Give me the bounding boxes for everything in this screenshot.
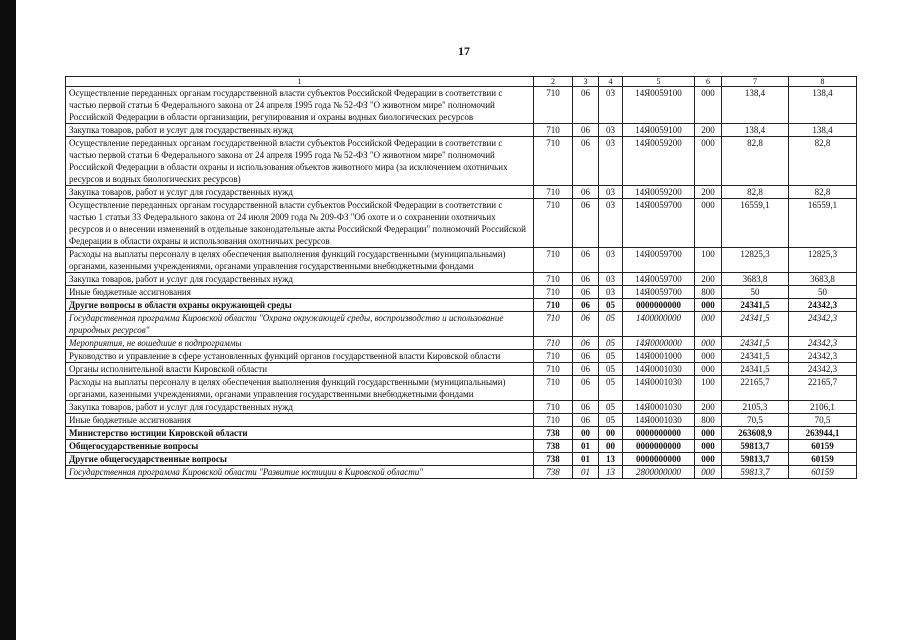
table-row [66,124,857,137]
subsection-code-cell: 13 [599,466,623,479]
table-row [66,363,857,376]
amount-year2-cell: 60159 [789,453,857,466]
target-article-cell: 14Я0059700 [623,248,695,273]
expense-type-cell: 000 [695,363,722,376]
ministry-code-cell: 738 [534,466,573,479]
table-row [66,453,857,466]
target-article-cell: 14Я0001030 [623,401,695,414]
target-article-cell: 14Я0059200 [623,186,695,199]
expense-type-cell: 000 [695,350,722,363]
section-code-cell: 06 [573,186,599,199]
row-name-cell: Руководство и управление в сфере установленных функций органов государственной власти Кировской области [66,350,534,363]
table-header-row [66,77,857,87]
table-row [66,286,857,299]
amount-year1-cell: 24341,5 [722,299,789,312]
column-header: 2 [534,77,573,87]
section-code-cell: 06 [573,199,599,248]
expense-type-cell: 100 [695,376,722,401]
target-article-cell: 14Я0001030 [623,363,695,376]
section-code-cell: 06 [573,137,599,186]
column-header: 5 [623,77,695,87]
amount-year2-cell: 60159 [789,466,857,479]
target-article-cell: 14Я0001030 [623,376,695,401]
amount-year2-cell: 138,4 [789,87,857,124]
target-article-cell: 14Я0059700 [623,199,695,248]
expense-type-cell: 000 [695,440,722,453]
amount-year2-cell: 3683,8 [789,273,857,286]
row-name-cell: Закупка товаров, работ и услуг для государственных нужд [66,401,534,414]
section-code-cell: 06 [573,337,599,350]
amount-year2-cell: 22165,7 [789,376,857,401]
target-article-cell: 14Я0059200 [623,137,695,186]
table-row [66,199,857,248]
target-article-cell: 0000000000 [623,427,695,440]
ministry-code-cell: 710 [534,363,573,376]
section-code-cell: 00 [573,427,599,440]
target-article-cell: 1400000000 [623,312,695,337]
target-article-cell: 14Я0001030 [623,414,695,427]
column-header: 1 [66,77,534,87]
amount-year2-cell: 24342,3 [789,299,857,312]
amount-year1-cell: 263608,9 [722,427,789,440]
ministry-code-cell: 738 [534,440,573,453]
ministry-code-cell: 710 [534,401,573,414]
target-article-cell: 14Я0000000 [623,337,695,350]
column-header: 7 [722,77,789,87]
amount-year1-cell: 24341,5 [722,363,789,376]
column-header: 3 [573,77,599,87]
target-article-cell: 14Я0059100 [623,124,695,137]
amount-year2-cell: 12825,3 [789,248,857,273]
subsection-code-cell: 05 [599,312,623,337]
row-name-cell: Министерство юстиции Кировской области [66,427,534,440]
amount-year1-cell: 24341,5 [722,312,789,337]
ministry-code-cell: 738 [534,427,573,440]
amount-year2-cell: 24342,3 [789,363,857,376]
section-code-cell: 06 [573,124,599,137]
scan-edge-bar [0,0,16,640]
expense-type-cell: 800 [695,286,722,299]
amount-year1-cell: 138,4 [722,87,789,124]
amount-year2-cell: 24342,3 [789,312,857,337]
amount-year1-cell: 24341,5 [722,337,789,350]
row-name-cell: Общегосударственные вопросы [66,440,534,453]
target-article-cell: 0000000000 [623,453,695,466]
ministry-code-cell: 710 [534,299,573,312]
ministry-code-cell: 710 [534,414,573,427]
amount-year1-cell: 24341,5 [722,350,789,363]
page-number: 17 [458,44,470,58]
section-code-cell: 06 [573,376,599,401]
amount-year2-cell: 50 [789,286,857,299]
expense-type-cell: 000 [695,427,722,440]
amount-year1-cell: 70,5 [722,414,789,427]
section-code-cell: 01 [573,466,599,479]
ministry-code-cell: 710 [534,376,573,401]
section-code-cell: 06 [573,87,599,124]
section-code-cell: 06 [573,401,599,414]
expense-type-cell: 000 [695,137,722,186]
subsection-code-cell: 05 [599,350,623,363]
amount-year1-cell: 82,8 [722,186,789,199]
expense-type-cell: 100 [695,248,722,273]
target-article-cell: 0000000000 [623,440,695,453]
ministry-code-cell: 710 [534,286,573,299]
amount-year1-cell: 16559,1 [722,199,789,248]
amount-year1-cell: 138,4 [722,124,789,137]
ministry-code-cell: 710 [534,248,573,273]
subsection-code-cell: 03 [599,273,623,286]
amount-year2-cell: 82,8 [789,186,857,199]
row-name-cell: Осуществление переданных органам государственной власти субъектов Российской Федерации в соответствии с частью первой статьи 6 Федерального закона от 24 апреля 1995 года № 52-ФЗ "О животном мире" полномочий Российской Федерации в области охраны и использования объектов животного мира (за исключением охотничьих ресурсов и водных биологических ресурсов) [66,137,534,186]
amount-year2-cell: 82,8 [789,137,857,186]
row-name-cell: Закупка товаров, работ и услуг для государственных нужд [66,124,534,137]
target-article-cell: 14Я0001000 [623,350,695,363]
amount-year2-cell: 24342,3 [789,337,857,350]
row-name-cell: Иные бюджетные ассигнования [66,286,534,299]
amount-year1-cell: 2105,3 [722,401,789,414]
table-row [66,350,857,363]
ministry-code-cell: 710 [534,350,573,363]
ministry-code-cell: 738 [534,453,573,466]
target-article-cell: 0000000000 [623,299,695,312]
ministry-code-cell: 710 [534,312,573,337]
table-row [66,312,857,337]
amount-year1-cell: 59813,7 [722,453,789,466]
table-row [66,137,857,186]
subsection-code-cell: 03 [599,248,623,273]
target-article-cell: 14Я0059700 [623,286,695,299]
amount-year1-cell: 59813,7 [722,466,789,479]
target-article-cell: 14Я0059100 [623,87,695,124]
section-code-cell: 06 [573,350,599,363]
amount-year1-cell: 59813,7 [722,440,789,453]
section-code-cell: 01 [573,453,599,466]
table-row [66,440,857,453]
ministry-code-cell: 710 [534,124,573,137]
ministry-code-cell: 710 [534,337,573,350]
subsection-code-cell: 03 [599,186,623,199]
row-name-cell: Государственная программа Кировской области "Охрана окружающей среды, воспроизводство и использование природных ресурсов" [66,312,534,337]
amount-year2-cell: 2106,1 [789,401,857,414]
column-header: 8 [789,77,857,87]
row-name-cell: Осуществление переданных органам государственной власти субъектов Российской Федерации в соответствии с частью первой статьи 6 Федерального закона от 24 апреля 1995 года № 52-ФЗ "О животном мире" полномочий Российской Федерации в области организации, регулирования и охраны водных биологических ресурсов [66,87,534,124]
row-name-cell: Другие общегосударственные вопросы [66,453,534,466]
row-name-cell: Иные бюджетные ассигнования [66,414,534,427]
column-header: 4 [599,77,623,87]
table-row [66,299,857,312]
expense-type-cell: 200 [695,186,722,199]
column-header: 6 [695,77,722,87]
row-name-cell: Расходы на выплаты персоналу в целях обеспечения выполнения функций государственными (муниципальными) органами, казенными учреждениями, органами управления государственными внебюджетными фондами [66,248,534,273]
expense-type-cell: 000 [695,87,722,124]
amount-year1-cell: 82,8 [722,137,789,186]
subsection-code-cell: 03 [599,199,623,248]
amount-year2-cell: 138,4 [789,124,857,137]
amount-year1-cell: 50 [722,286,789,299]
table-row [66,376,857,401]
section-code-cell: 06 [573,363,599,376]
row-name-cell: Органы исполнительной власти Кировской области [66,363,534,376]
section-code-cell: 06 [573,286,599,299]
expense-type-cell: 000 [695,299,722,312]
row-name-cell: Закупка товаров, работ и услуг для государственных нужд [66,273,534,286]
ministry-code-cell: 710 [534,87,573,124]
subsection-code-cell: 13 [599,453,623,466]
table-row [66,186,857,199]
budget-table [65,76,857,479]
table-row [66,87,857,124]
section-code-cell: 06 [573,312,599,337]
table-body [66,87,857,479]
subsection-code-cell: 05 [599,414,623,427]
expense-type-cell: 800 [695,414,722,427]
expense-type-cell: 000 [695,312,722,337]
expense-type-cell: 200 [695,273,722,286]
ministry-code-cell: 710 [534,273,573,286]
expense-type-cell: 000 [695,199,722,248]
amount-year1-cell: 22165,7 [722,376,789,401]
expense-type-cell: 000 [695,453,722,466]
amount-year2-cell: 263944,1 [789,427,857,440]
table-row [66,337,857,350]
ministry-code-cell: 710 [534,186,573,199]
target-article-cell: 2800000000 [623,466,695,479]
subsection-code-cell: 03 [599,137,623,186]
subsection-code-cell: 03 [599,124,623,137]
table-row [66,401,857,414]
table-row [66,248,857,273]
section-code-cell: 06 [573,248,599,273]
ministry-code-cell: 710 [534,137,573,186]
section-code-cell: 06 [573,414,599,427]
subsection-code-cell: 05 [599,299,623,312]
table-row [66,427,857,440]
row-name-cell: Закупка товаров, работ и услуг для государственных нужд [66,186,534,199]
target-article-cell: 14Я0059700 [623,273,695,286]
row-name-cell: Расходы на выплаты персоналу в целях обеспечения выполнения функций государственными (муниципальными) органами, казенными учреждениями, органами управления государственными внебюджетными фондами [66,376,534,401]
section-code-cell: 01 [573,440,599,453]
row-name-cell: Государственная программа Кировской области "Развитие юстиции в Кировской области" [66,466,534,479]
subsection-code-cell: 05 [599,376,623,401]
subsection-code-cell: 05 [599,401,623,414]
expense-type-cell: 200 [695,124,722,137]
subsection-code-cell: 00 [599,427,623,440]
table-row [66,414,857,427]
row-name-cell: Мероприятия, не вошедшие в подпрограммы [66,337,534,350]
section-code-cell: 06 [573,299,599,312]
subsection-code-cell: 03 [599,87,623,124]
subsection-code-cell: 05 [599,337,623,350]
expense-type-cell: 000 [695,337,722,350]
amount-year2-cell: 16559,1 [789,199,857,248]
ministry-code-cell: 710 [534,199,573,248]
subsection-code-cell: 00 [599,440,623,453]
row-name-cell: Другие вопросы в области охраны окружающей среды [66,299,534,312]
amount-year2-cell: 60159 [789,440,857,453]
amount-year1-cell: 3683,8 [722,273,789,286]
table-row [66,466,857,479]
subsection-code-cell: 03 [599,286,623,299]
amount-year2-cell: 24342,3 [789,350,857,363]
amount-year2-cell: 70,5 [789,414,857,427]
amount-year1-cell: 12825,3 [722,248,789,273]
subsection-code-cell: 05 [599,363,623,376]
section-code-cell: 06 [573,273,599,286]
expense-type-cell: 200 [695,401,722,414]
expense-type-cell: 000 [695,466,722,479]
table-row [66,273,857,286]
row-name-cell: Осуществление переданных органам государственной власти субъектов Российской Федерации в соответствии с частью 1 статьи 33 Федерального закона от 24 июля 2009 года № 209-ФЗ "Об охоте и о сохранении охотничьих ресурсов и о внесении изменений в отдельные законодательные акты Российской Федерации" полномочий Российской Федерации в области охраны и использования охотничьих ресурсов [66,199,534,248]
